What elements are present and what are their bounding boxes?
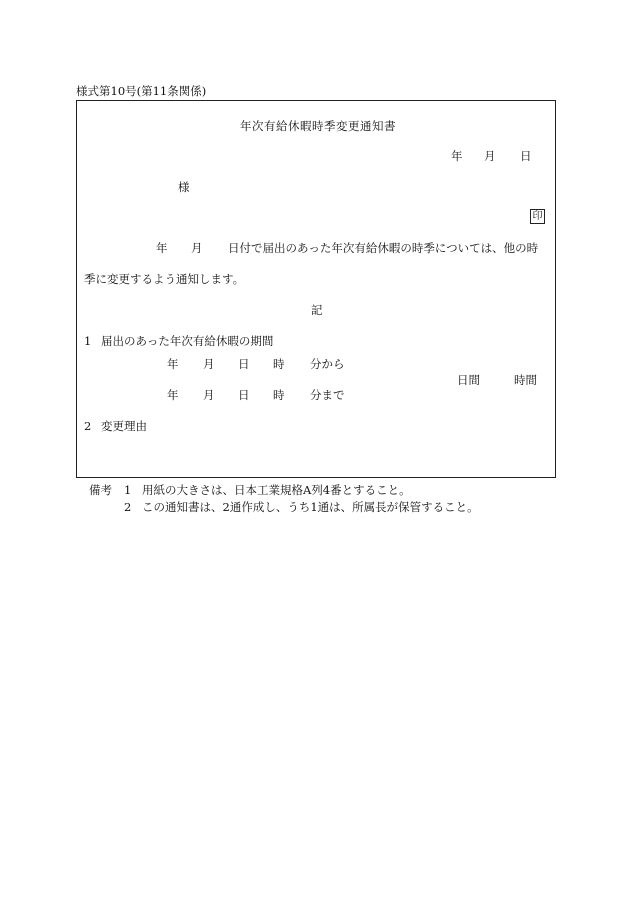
from-month: 月 [203,357,215,371]
seal-label: 印 [532,211,543,222]
form-number: 様式第10号(第11条関係) [76,84,207,98]
note-1-text: 用紙の大きさは、日本工業規格A列4番とすること。 [142,483,411,497]
to-day: 日 [238,388,250,402]
body-text-line2: 季に変更するよう通知します。 [84,272,245,286]
body-text-line1: 日付で届出のあった年次有給休暇の時季については、他の時 [228,241,539,255]
to-minute: 分まで [310,388,345,402]
ki-marker: 記 [311,303,323,317]
seal-box [530,209,545,224]
date-month: 月 [484,149,496,163]
to-year: 年 [167,388,179,402]
body-month: 月 [191,241,203,255]
addressee-suffix: 様 [178,180,190,194]
note-2-number: 2 [124,500,132,514]
document-title: 年次有給休暇時季変更通知書 [240,119,396,133]
to-month: 月 [203,388,215,402]
note-1-number: 1 [124,483,132,497]
from-minute: 分から [310,357,345,371]
from-day: 日 [238,357,250,371]
from-hour: 時 [273,357,285,371]
to-hour: 時 [273,388,285,402]
date-year: 年 [451,149,463,163]
item1-label: 届出のあった年次有給休暇の期間 [101,334,274,348]
hours-label: 時間 [514,373,537,387]
item2-label: 変更理由 [101,419,147,433]
date-day: 日 [520,149,532,163]
item1-number: 1 [84,334,92,348]
days-label: 日間 [457,373,480,387]
body-year: 年 [156,241,168,255]
note-2-text: この通知書は、2通作成し、うち1通は、所属長が保管すること。 [142,500,479,514]
item2-number: 2 [84,419,92,433]
notes-heading: 備考 [89,483,112,497]
from-year: 年 [167,357,179,371]
